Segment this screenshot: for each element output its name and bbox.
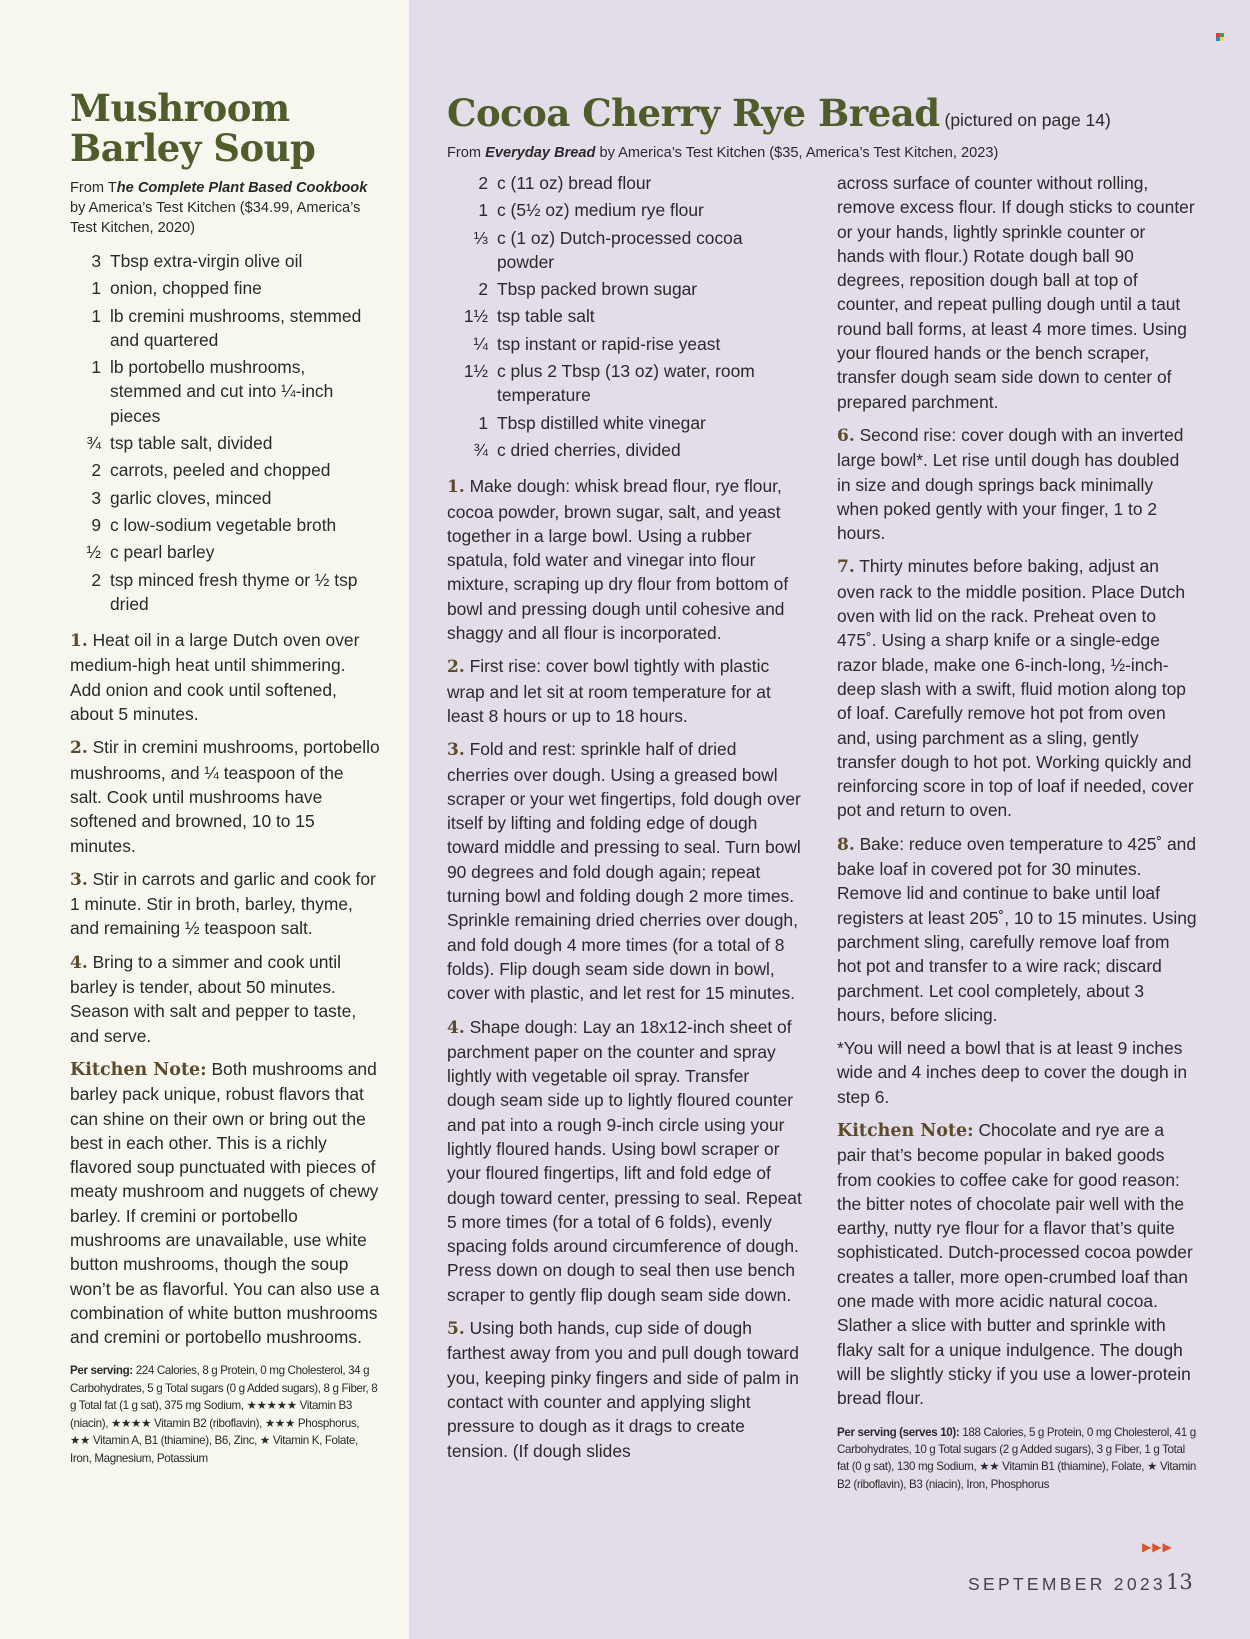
step-number: 2. bbox=[447, 657, 465, 678]
ingredient-text: tsp table salt, divided bbox=[110, 433, 273, 454]
step-text: Heat oil in a large Dutch oven over medium-high heat until shimmering. Add onion and cook until softened, about 5 minutes. bbox=[70, 630, 360, 725]
bread-source bbox=[447, 143, 999, 163]
soup-source-book: he Complete Plant Based Cookbook bbox=[116, 180, 368, 196]
ingredient-text: c (5½ oz) medium rye flour bbox=[497, 200, 704, 221]
ingredient-text: tsp table salt bbox=[497, 306, 595, 327]
step-number: 4. bbox=[70, 952, 88, 973]
ingredient-item bbox=[70, 568, 380, 617]
ingredient-item bbox=[447, 171, 802, 195]
ingredient-text: c pearl barley bbox=[110, 542, 215, 563]
soup-recipe bbox=[70, 88, 380, 1467]
step-text: Make dough: whisk bread flour, rye flour, cocoa powder, brown sugar, salt, and yeast together in a large bowl. Using a rubber spatula, fold water and vinegar into flour mixture, scraping up dry flour from bottom of bowl and pressing dough until cohesive and shaggy and all flour is incorporated. bbox=[447, 476, 789, 644]
soup-step bbox=[70, 735, 380, 857]
ingredient-item bbox=[70, 486, 380, 510]
ingredient-qty: 2 bbox=[91, 569, 101, 590]
ingredient-qty: 1 bbox=[478, 412, 488, 433]
ingredient-text: c dried cherries, divided bbox=[497, 439, 681, 460]
ingredient-item bbox=[70, 355, 380, 428]
bread-step bbox=[447, 474, 802, 645]
step-text: Second rise: cover dough with an inverted large bowl*. Let rise until dough has doubled in size and dough springs back minimally when poked gently with your finger, 1 to 2 hours. bbox=[837, 424, 1184, 544]
bread-step bbox=[837, 832, 1197, 1027]
bread-step bbox=[837, 423, 1197, 545]
soup-source bbox=[70, 178, 380, 238]
ingredient-item bbox=[70, 304, 380, 353]
step-number: 1. bbox=[70, 631, 88, 652]
step-text: Bring to a simmer and cook until barley is tender, about 50 minutes. Season with salt and pepper to taste, and serve. bbox=[70, 951, 357, 1046]
soup-step bbox=[70, 628, 380, 726]
bread-step bbox=[447, 1015, 802, 1308]
ingredient-text: c low-sodium vegetable broth bbox=[110, 514, 337, 535]
bread-kitchen-note bbox=[837, 1118, 1197, 1411]
ingredient-item bbox=[447, 438, 802, 462]
ingredient-item bbox=[447, 359, 802, 408]
nutrition-text: 188 Calories, 5 g Protein, 0 mg Cholesterol, 41 g Carbohydrates, 10 g Total sugars (2 g Added sugars), 3 g Fiber, 1 g Total fat (0 g sat), 130 mg Sodium, ★★ Vitamin B1 (thiamine), Folate, ★ Vitamin B2 (riboflavin), B3 (niacin), Iron, Phosphorus bbox=[837, 1425, 1196, 1491]
ingredient-qty: 1 bbox=[91, 305, 101, 326]
step-number: 1. bbox=[447, 477, 465, 498]
page-number: 13 bbox=[1166, 1570, 1193, 1594]
ingredient-item bbox=[447, 226, 802, 275]
soup-step bbox=[70, 867, 380, 941]
ingredient-qty: 2 bbox=[91, 460, 101, 481]
ingredient-qty: 1½ bbox=[463, 361, 488, 382]
ingredient-qty: ¾ bbox=[86, 433, 101, 454]
ingredient-item bbox=[70, 431, 380, 455]
bread-ingredient-list bbox=[447, 171, 802, 462]
ingredient-qty: 1½ bbox=[463, 306, 488, 327]
step-number: 5. bbox=[447, 1319, 465, 1340]
soup-source-prefix: From T bbox=[70, 180, 117, 196]
soup-step bbox=[70, 950, 380, 1048]
bread-title: Cocoa Cherry Rye Bread bbox=[447, 91, 940, 135]
bread-pictured-note: (pictured on page 14) bbox=[939, 110, 1111, 130]
step-text: Thirty minutes before baking, adjust an oven rack to the middle position. Place Dutch oven with lid on the rack. Preheat oven to 475˚. Using a sharp knife or a single-edge razor blade, make one 6-inch-long, ½-inch-deep slash with a swift, fluid motion along top of loaf. Carefully remove hot pot from oven and, using parchment as a sling, gently transfer dough to hot pot. Working quickly and reinforcing score in top of loaf if needed, cover pot and return to oven. bbox=[837, 556, 1194, 821]
ingredient-qty: 2 bbox=[478, 173, 488, 193]
step-number: 3. bbox=[70, 869, 88, 890]
bread-source-suffix: by America’s Test Kitchen ($35, America’s Test Kitchen, 2023) bbox=[595, 145, 999, 161]
step-number: 3. bbox=[447, 740, 465, 761]
nutrition-label: Per serving (serves 10): bbox=[837, 1425, 960, 1439]
step-number: 2. bbox=[70, 738, 88, 759]
step-number: 7. bbox=[837, 557, 855, 578]
ingredient-text: c (11 oz) bread flour bbox=[497, 173, 652, 193]
ingredient-text: c (1 oz) Dutch-processed cocoa powder bbox=[497, 227, 743, 272]
ingredient-text: tsp instant or rapid-rise yeast bbox=[497, 333, 721, 354]
ingredient-text: tsp minced fresh thyme or ½ tsp dried bbox=[110, 569, 358, 614]
issue-date: SEPTEMBER 2023 bbox=[968, 1574, 1166, 1594]
ingredient-qty: 1 bbox=[478, 200, 488, 221]
bread-step bbox=[447, 737, 802, 1005]
ingredient-item bbox=[70, 540, 380, 564]
ingredient-qty: ¼ bbox=[473, 333, 488, 354]
bread-source-prefix: From bbox=[447, 145, 486, 161]
continue-arrows-icon: ▶▶▶ bbox=[1142, 1540, 1173, 1554]
kitchen-note-heading: Kitchen Note: bbox=[70, 1059, 207, 1080]
nutrition-label: Per serving: bbox=[70, 1364, 133, 1378]
ingredient-qty: 1 bbox=[91, 357, 101, 378]
ingredient-item bbox=[447, 277, 802, 301]
bread-step bbox=[837, 554, 1197, 822]
ingredient-qty: ½ bbox=[86, 542, 101, 563]
kitchen-note-text: Both mushrooms and barley pack unique, robust flavors that can shine on their own or bring out the best in each other. This is a richly flavored soup punctuated with pieces of meaty mushroom and nuggets of chewy barley. If cremini or portobello mushrooms are unavailable, use white button mushrooms, though the soup won’t be as flavorful. You can also use a combination of white button mushrooms and cremini or portobello mushrooms. bbox=[70, 1058, 380, 1348]
ingredient-item bbox=[70, 513, 380, 537]
step-text: Stir in cremini mushrooms, portobello mushrooms, and ¼ teaspoon of the salt. Cook until mushrooms have softened and browned, 10 to 15 minutes. bbox=[70, 737, 380, 856]
ingredient-qty: ¾ bbox=[473, 439, 488, 460]
kitchen-note-text: Chocolate and rye are a pair that’s become popular in baked goods from cookies to coffee cake for good reason: the bitter notes of chocolate pair well with the earthy, nutty rye flour for a flavor that’s quite sophisticated. Dutch-processed cocoa powder creates a taller, more open-crumbed loaf than one made with more acidic natural cocoa. Slather a slice with butter and sprinkle with flaky salt for a unique indulgence. The dough will be slightly sticky if you use a lower-protein bread flour. bbox=[837, 1119, 1193, 1409]
step-text: Stir in carrots and garlic and cook for 1 minute. Stir in broth, barley, thyme, and remaining ½ teaspoon salt. bbox=[70, 868, 376, 939]
nutrition-text: 224 Calories, 8 g Protein, 0 mg Cholesterol, 34 g Carbohydrates, 5 g Total sugars (0 g Added sugars), 8 g Fiber, 8 g Total fat (1 g sat), 375 mg Sodium, ★★★★★ Vitamin B3 (niacin), ★★★★ Vitamin B2 (riboflavin), ★★★ Phosphorus, ★★ Vitamin A, B1 (thiamine), B6, Zinc, ★ Vitamin K, Folate, Iron, Magnesium, Potassium bbox=[70, 1364, 378, 1465]
step-number: 8. bbox=[837, 834, 855, 855]
ingredient-qty: 2 bbox=[478, 279, 488, 300]
ingredient-text: carrots, peeled and chopped bbox=[110, 460, 331, 481]
ingredient-qty: 1 bbox=[91, 278, 101, 299]
ingredient-text: garlic cloves, minced bbox=[110, 487, 272, 508]
soup-kitchen-note bbox=[70, 1057, 380, 1350]
soup-source-suffix: by America’s Test Kitchen ($34.99, America’s Test Kitchen, 2020) bbox=[70, 200, 361, 236]
soup-title: Mushroom Barley Soup bbox=[70, 86, 316, 170]
bread-nutrition bbox=[837, 1424, 1197, 1494]
ingredient-text: onion, chopped fine bbox=[110, 278, 262, 299]
ingredient-text: c plus 2 Tbsp (13 oz) water, room temperature bbox=[497, 361, 755, 406]
soup-ingredient-list bbox=[70, 249, 380, 616]
step-number: 6. bbox=[837, 425, 855, 446]
bread-title-line bbox=[447, 88, 1111, 145]
ingredient-item bbox=[447, 411, 802, 435]
step-number: 4. bbox=[447, 1017, 465, 1038]
bread-source-book: Everyday Bread bbox=[485, 145, 596, 161]
bread-footnote: *You will need a bowl that is at least 9 inches wide and 4 inches deep to cover the dough in step 6. bbox=[837, 1038, 1187, 1107]
step-text: First rise: cover bowl tightly with plastic wrap and let sit at room temperature for at least 8 hours or up to 18 hours. bbox=[447, 656, 771, 726]
ingredient-qty: ⅓ bbox=[473, 227, 488, 248]
ingredient-text: Tbsp packed brown sugar bbox=[497, 279, 698, 300]
ingredient-item bbox=[447, 304, 802, 328]
soup-nutrition bbox=[70, 1362, 380, 1466]
kitchen-note-heading: Kitchen Note: bbox=[837, 1120, 974, 1141]
ingredient-item bbox=[447, 332, 802, 356]
ingredient-qty: 3 bbox=[91, 487, 101, 508]
ingredient-item bbox=[70, 276, 380, 300]
ingredient-text: lb portobello mushrooms, stemmed and cut into ¼-inch pieces bbox=[110, 357, 334, 426]
ingredient-text: Tbsp distilled white vinegar bbox=[497, 412, 706, 433]
bread-step-5-continued: across surface of counter without rolling, remove excess flour. If dough sticks to counter or your hands, lightly sprinkle counter or hands with flour.) Rotate dough ball 90 degrees, reposition dough ball at top of counter, and repeat pulling dough until a taut round ball forms, at least 4 more times. Using your floured hands or the bench scraper, transfer dough seam side down to center of prepared parchment. bbox=[837, 173, 1195, 412]
step-text: Bake: reduce oven temperature to 425˚ and bake loaf in covered pot for 30 minutes. Remove lid and continue to bake until loaf registers at least 205˚, 10 to 15 minutes. Using parchment sling, carefully remove loaf from hot pot and transfer to a wire rack; discard parchment. Let cool completely, about 3 hours, before slicing. bbox=[837, 833, 1197, 1025]
step-text: Using both hands, cup side of dough farthest away from you and pull dough toward you, keeping pinky fingers and side of palm in contact with counter and applying slight pressure to dough as it drags to create tension. (If dough slides bbox=[447, 1318, 799, 1461]
step-text: Fold and rest: sprinkle half of dried cherries over dough. Using a greased bowl scraper or your wet fingertips, fold dough over itself by lifting and folding edge of dough toward middle and pressing to seal. Turn bowl 90 degrees and fold dough again; repeat turning bowl and folding dough 2 more times. Sprinkle remaining dried cherries over dough, and fold dough 4 more times (for a total of 8 folds). Flip dough seam side down in bowl, cover with plastic, and let rest for 15 minutes. bbox=[447, 739, 801, 1004]
ingredient-text: Tbsp extra-virgin olive oil bbox=[110, 251, 303, 271]
color-registration-mark bbox=[1216, 33, 1226, 41]
bread-step bbox=[447, 1316, 802, 1463]
ingredient-qty: 9 bbox=[91, 514, 101, 535]
ingredient-text: lb cremini mushrooms, stemmed and quartered bbox=[110, 305, 362, 350]
ingredient-item bbox=[70, 458, 380, 482]
bread-recipe-continued bbox=[837, 171, 1197, 1493]
ingredient-qty: 3 bbox=[91, 251, 101, 271]
step-text: Shape dough: Lay an 18x12-inch sheet of parchment paper on the counter and spray lightly with vegetable oil spray. Transfer dough seam side up to lightly floured counter and pat into a rough 9-inch circle using your lightly floured hands. Using bowl scraper or your floured fingertips, lift and fold edge of dough toward center, pressing to seal. Repeat 5 more times (for a total of 6 folds), evenly spacing folds around circumference of dough. Press down on dough to seal then use bench scraper to gently flip dough seam side down. bbox=[447, 1016, 802, 1305]
ingredient-item bbox=[70, 249, 380, 273]
ingredient-item bbox=[447, 198, 802, 222]
bread-step bbox=[447, 654, 802, 728]
